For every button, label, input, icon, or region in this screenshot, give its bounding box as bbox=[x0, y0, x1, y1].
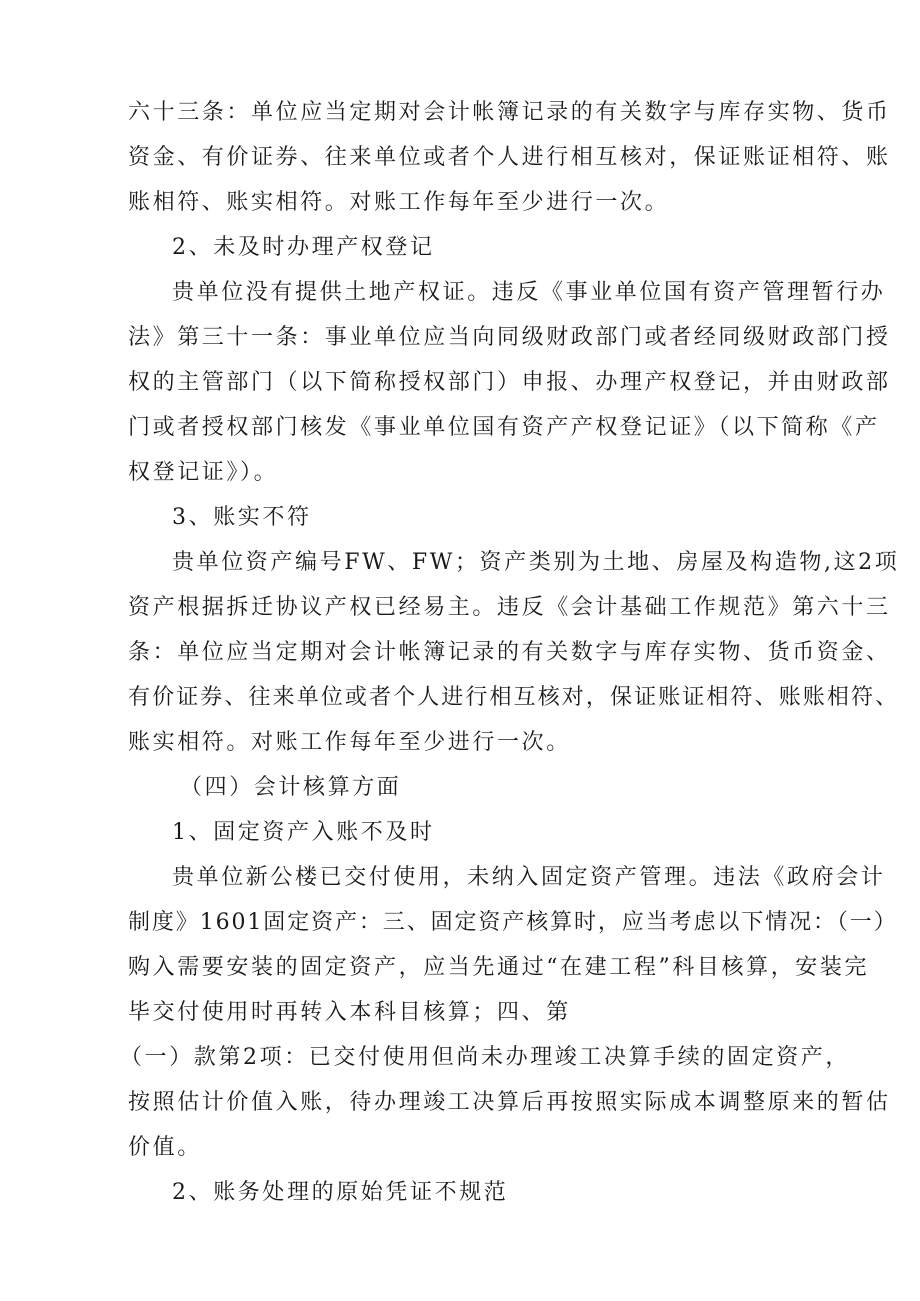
paragraph-line: （一）款第2项：已交付使用但尚未办理竣工决算手续的固定资产， bbox=[120, 1045, 850, 1070]
paragraph-line: 资金、有价证券、往来单位或者个人进行相互核对，保证账证相符、账 bbox=[128, 145, 891, 170]
paragraph-line: 贵单位没有提供土地产权证。违反《事业单位国有资产管理暂行办 bbox=[172, 280, 886, 305]
paragraph-line: 制度》1601固定资产：三、固定资产核算时，应当考虑以下情况：（一） bbox=[128, 910, 898, 935]
paragraph-line: 权登记证》）。 bbox=[128, 460, 279, 485]
section-heading: 2、未及时办理产权登记 bbox=[172, 235, 435, 260]
section-heading: 2、账务处理的原始凭证不规范 bbox=[172, 1180, 509, 1205]
paragraph-line: 价值。 bbox=[128, 1135, 202, 1160]
paragraph-line: 账相符、账实相符。对账工作每年至少进行一次。 bbox=[128, 190, 670, 215]
paragraph-line: 按照估计价值入账，待办理竣工决算后再按照实际成本调整原来的暂估 bbox=[128, 1090, 891, 1115]
paragraph-line: 贵单位新公楼已交付使用，未纳入固定资产管理。违法《政府会计 bbox=[172, 865, 886, 890]
paragraph-line: 权的主管部门（以下简称授权部门）申报、办理产权登记，并由财政部 bbox=[128, 370, 891, 395]
paragraph-line: 门或者授权部门核发《事业单位国有资产产权登记证》（以下简称《产 bbox=[128, 415, 880, 440]
paragraph-line: 法》第三十一条：事业单位应当向同级财政部门或者经同级财政部门授 bbox=[128, 325, 891, 350]
paragraph-line: 资产根据拆迁协议产权已经易主。违反《会计基础工作规范》第六十三 bbox=[128, 595, 891, 620]
paragraph-line: 购入需要安装的固定资产，应当先通过“在建工程”科目核算，安装完 bbox=[128, 955, 870, 980]
paragraph-line: 六十三条：单位应当定期对会计帐簿记录的有关数字与库存实物、货币 bbox=[128, 100, 891, 125]
paragraph-line: 贵单位资产编号FW、FW；资产类别为土地、房屋及构造物,这2项 bbox=[172, 550, 900, 575]
section-heading: 3、账实不符 bbox=[172, 505, 312, 530]
paragraph-line: 条：单位应当定期对会计帐簿记录的有关数字与库存实物、货币资金、 bbox=[128, 640, 891, 665]
paragraph-line: 账实相符。对账工作每年至少进行一次。 bbox=[128, 730, 571, 755]
paragraph-line: 有价证券、往来单位或者个人进行相互核对，保证账证相符、账账相符、 bbox=[128, 685, 900, 710]
section-heading: 1、固定资产入账不及时 bbox=[172, 820, 435, 845]
part-heading: （四）会计核算方面 bbox=[180, 775, 402, 800]
paragraph-line: 毕交付使用时再转入本科目核算；四、第 bbox=[128, 1000, 571, 1025]
